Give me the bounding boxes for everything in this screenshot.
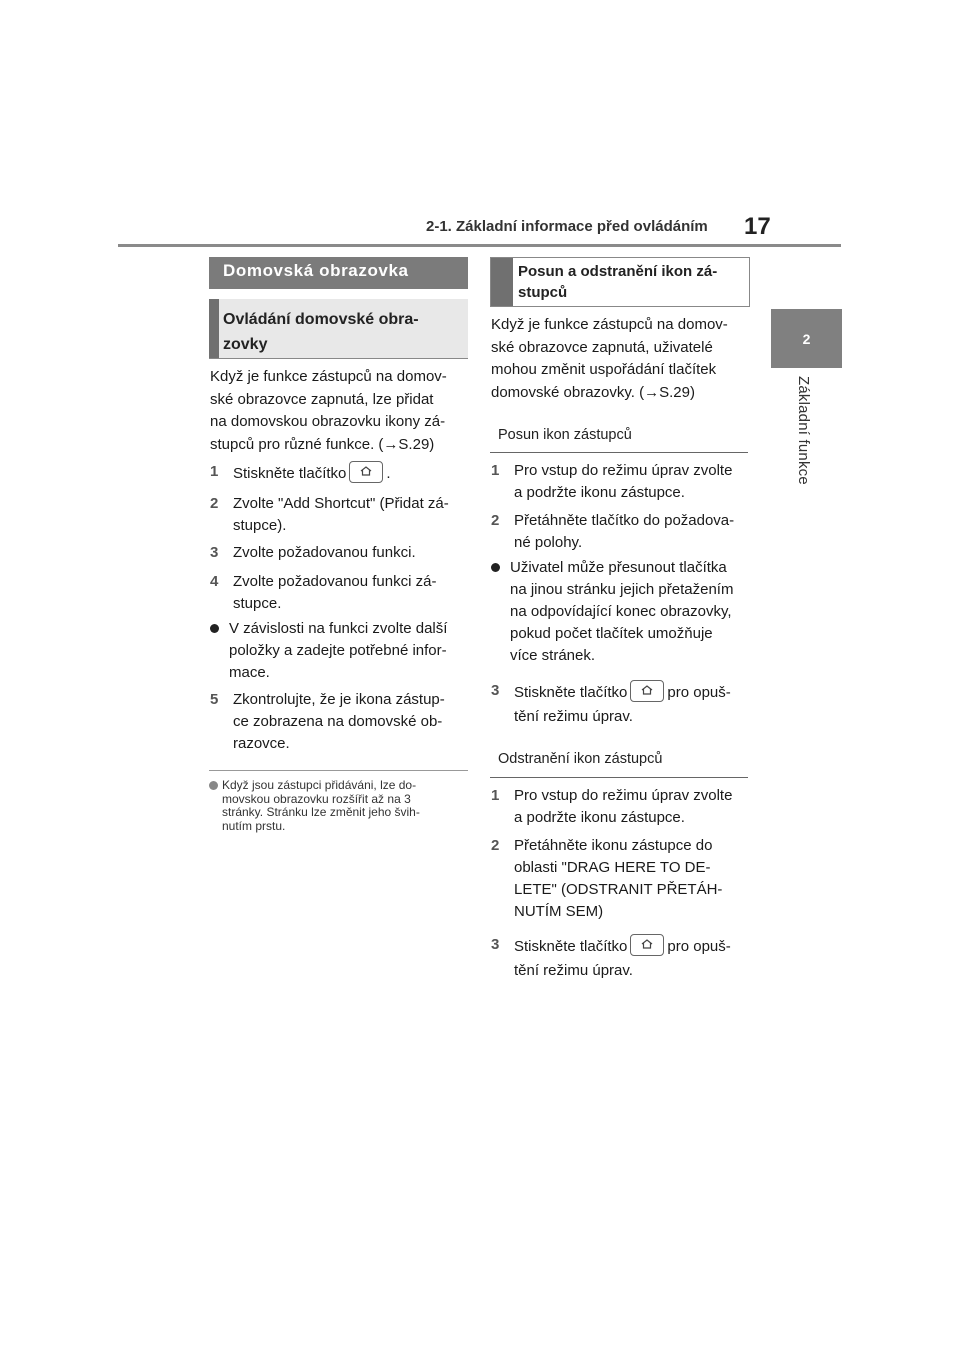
section-title: Domovská obrazovka bbox=[223, 261, 409, 280]
step-4: 4 Zvolte požadovanou funkci zá- stupce. bbox=[210, 573, 437, 612]
home-button-icon bbox=[349, 461, 383, 483]
subsection-box-bar bbox=[491, 258, 513, 306]
move-step-2: 2 Přetáhněte tlačítko do požadova- né polohy. bbox=[491, 512, 735, 551]
subsection-box bbox=[490, 257, 750, 307]
delete-icons-heading: Odstranění ikon zástupců bbox=[490, 745, 748, 778]
step-3: 3 Zvolte požadovanou funkci. bbox=[210, 544, 416, 561]
delete-step-1: 1 Pro vstup do režimu úprav zvolte a podržte ikonu zástupce. bbox=[491, 787, 733, 826]
step-1: 1 Stiskněte tlačítko . bbox=[210, 463, 391, 482]
move-icons-heading: Posun ikon zástupců bbox=[490, 421, 748, 453]
step-5: 5 Zkontrolujte, že je ikona zástup- ce zobrazena na domovské ob- razovce. bbox=[210, 691, 445, 752]
move-step-3: 3 Stiskněte tlačítko pro opuš- tění režimu úprav. bbox=[491, 682, 731, 725]
home-button-icon bbox=[630, 934, 664, 956]
note-dot bbox=[209, 781, 218, 790]
subsection-title: Ovládání domovské obra- zovky bbox=[223, 311, 419, 353]
move-step-1: 1 Pro vstup do režimu úprav zvolte a podržte ikonu zástupce. bbox=[491, 462, 733, 501]
page-number: 17 bbox=[744, 213, 771, 240]
chapter-tab bbox=[771, 309, 842, 368]
note-divider bbox=[209, 770, 468, 771]
step-2: 2 Zvolte "Add Shortcut" (Přidat zá- stupce). bbox=[210, 495, 449, 534]
left-bullet-note: V závislosti na funkci zvolte další položky a zadejte potřebné infor- mace. bbox=[210, 618, 470, 684]
home-button-icon bbox=[630, 680, 664, 702]
chapter-label: Základní funkce bbox=[795, 376, 812, 485]
subsection-banner bbox=[209, 299, 468, 359]
header-section-title: 2-1. Základní informace před ovládáním bbox=[426, 218, 708, 235]
delete-step-2: 2 Přetáhněte ikonu zástupce do oblasti "DRAG HERE TO DE- LETE" (ODSTRANIT PŘETÁH- NUTÍM SEM) bbox=[491, 837, 723, 920]
header-divider bbox=[118, 244, 841, 247]
left-intro: Když je funkce zástupců na domov- ské obrazovce zapnutá, lze přidat na domovskou obrazovku ikony zá- stupců pro různé funkce. (→S.29) bbox=[210, 368, 447, 453]
subsection-box-title: Posun a odstranění ikon zá- stupců bbox=[518, 263, 718, 301]
bullet-dot bbox=[491, 563, 500, 572]
move-bullet-note: Uživatel může přesunout tlačítka na jinou stránku jejich přetažením na odpovídající konec obrazovky, pokud počet tlačítek umožňuje více stránek. bbox=[491, 557, 751, 667]
right-intro: Když je funkce zástupců na domov- ské obrazovce zapnutá, uživatelé mohou změnit uspořádání tlačítek domovské obrazovky. (→S.29) bbox=[491, 316, 728, 401]
bullet-dot bbox=[210, 624, 219, 633]
subsection-bar bbox=[209, 299, 219, 358]
delete-step-3: 3 Stiskněte tlačítko pro opuš- tění režimu úprav. bbox=[491, 936, 731, 979]
section-banner bbox=[209, 257, 468, 289]
chapter-number: 2 bbox=[802, 331, 811, 347]
